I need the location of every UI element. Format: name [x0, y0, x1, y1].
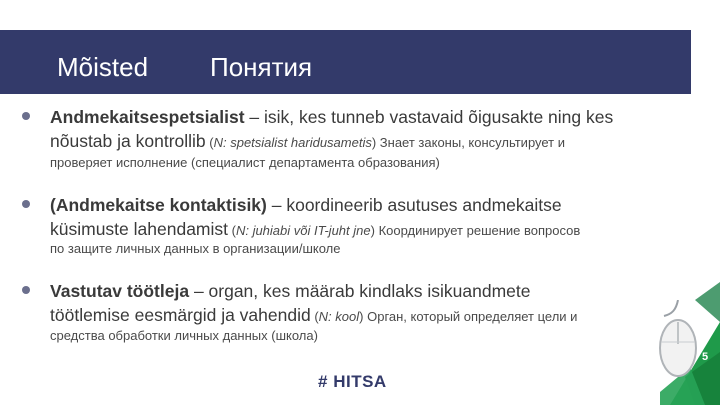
- russian-translation: Координирует решение вопросов: [374, 223, 581, 238]
- term: (Andmekaitse kontaktisik): [50, 195, 267, 215]
- definition: – organ, kes määrab kindlaks isikuandmete: [189, 281, 531, 301]
- bullet-dot: [22, 112, 30, 120]
- definition-cont: nõustab ja kontrollib: [50, 131, 206, 151]
- definition: – isik, kes tunneb vastavaid õigusakte ning kes: [244, 107, 614, 127]
- example: N: spetsialist haridusametis: [213, 135, 372, 150]
- example: N: kool: [318, 309, 360, 324]
- russian-translation-cont: проверяет исполнение (специалист департамента образования): [50, 155, 440, 170]
- definition-cont: küsimuste lahendamist: [50, 219, 228, 239]
- hash-icon: #: [318, 372, 328, 391]
- term: Andmekaitsespetsialist: [50, 107, 245, 127]
- brand-name: HITSA: [333, 372, 387, 391]
- bullet-dot: [22, 200, 30, 208]
- computer-mouse-icon: [654, 300, 702, 380]
- russian-translation: Орган, который определяет цели и: [363, 309, 578, 324]
- russian-translation-cont: средства обработки личных данных (школа): [50, 328, 318, 343]
- russian-translation-cont: по защите личных данных в организации/школе: [50, 241, 341, 256]
- page-number: 5: [702, 351, 709, 363]
- definition-cont: töötlemise eesmärgid ja vahendid: [50, 305, 311, 325]
- term: Vastutav töötleja: [50, 281, 190, 301]
- definition: – koordineerib asutuses andmekaitse: [266, 195, 562, 215]
- brand-logo: [318, 372, 387, 392]
- example: N: juhiabi või IT-juht jne: [235, 223, 371, 238]
- page-title-russian: Понятия: [210, 52, 313, 82]
- russian-translation: Знает законы, консультирует и: [376, 135, 566, 150]
- bullet-dot: [22, 286, 30, 294]
- page-title-estonian: Mõisted: [57, 52, 149, 82]
